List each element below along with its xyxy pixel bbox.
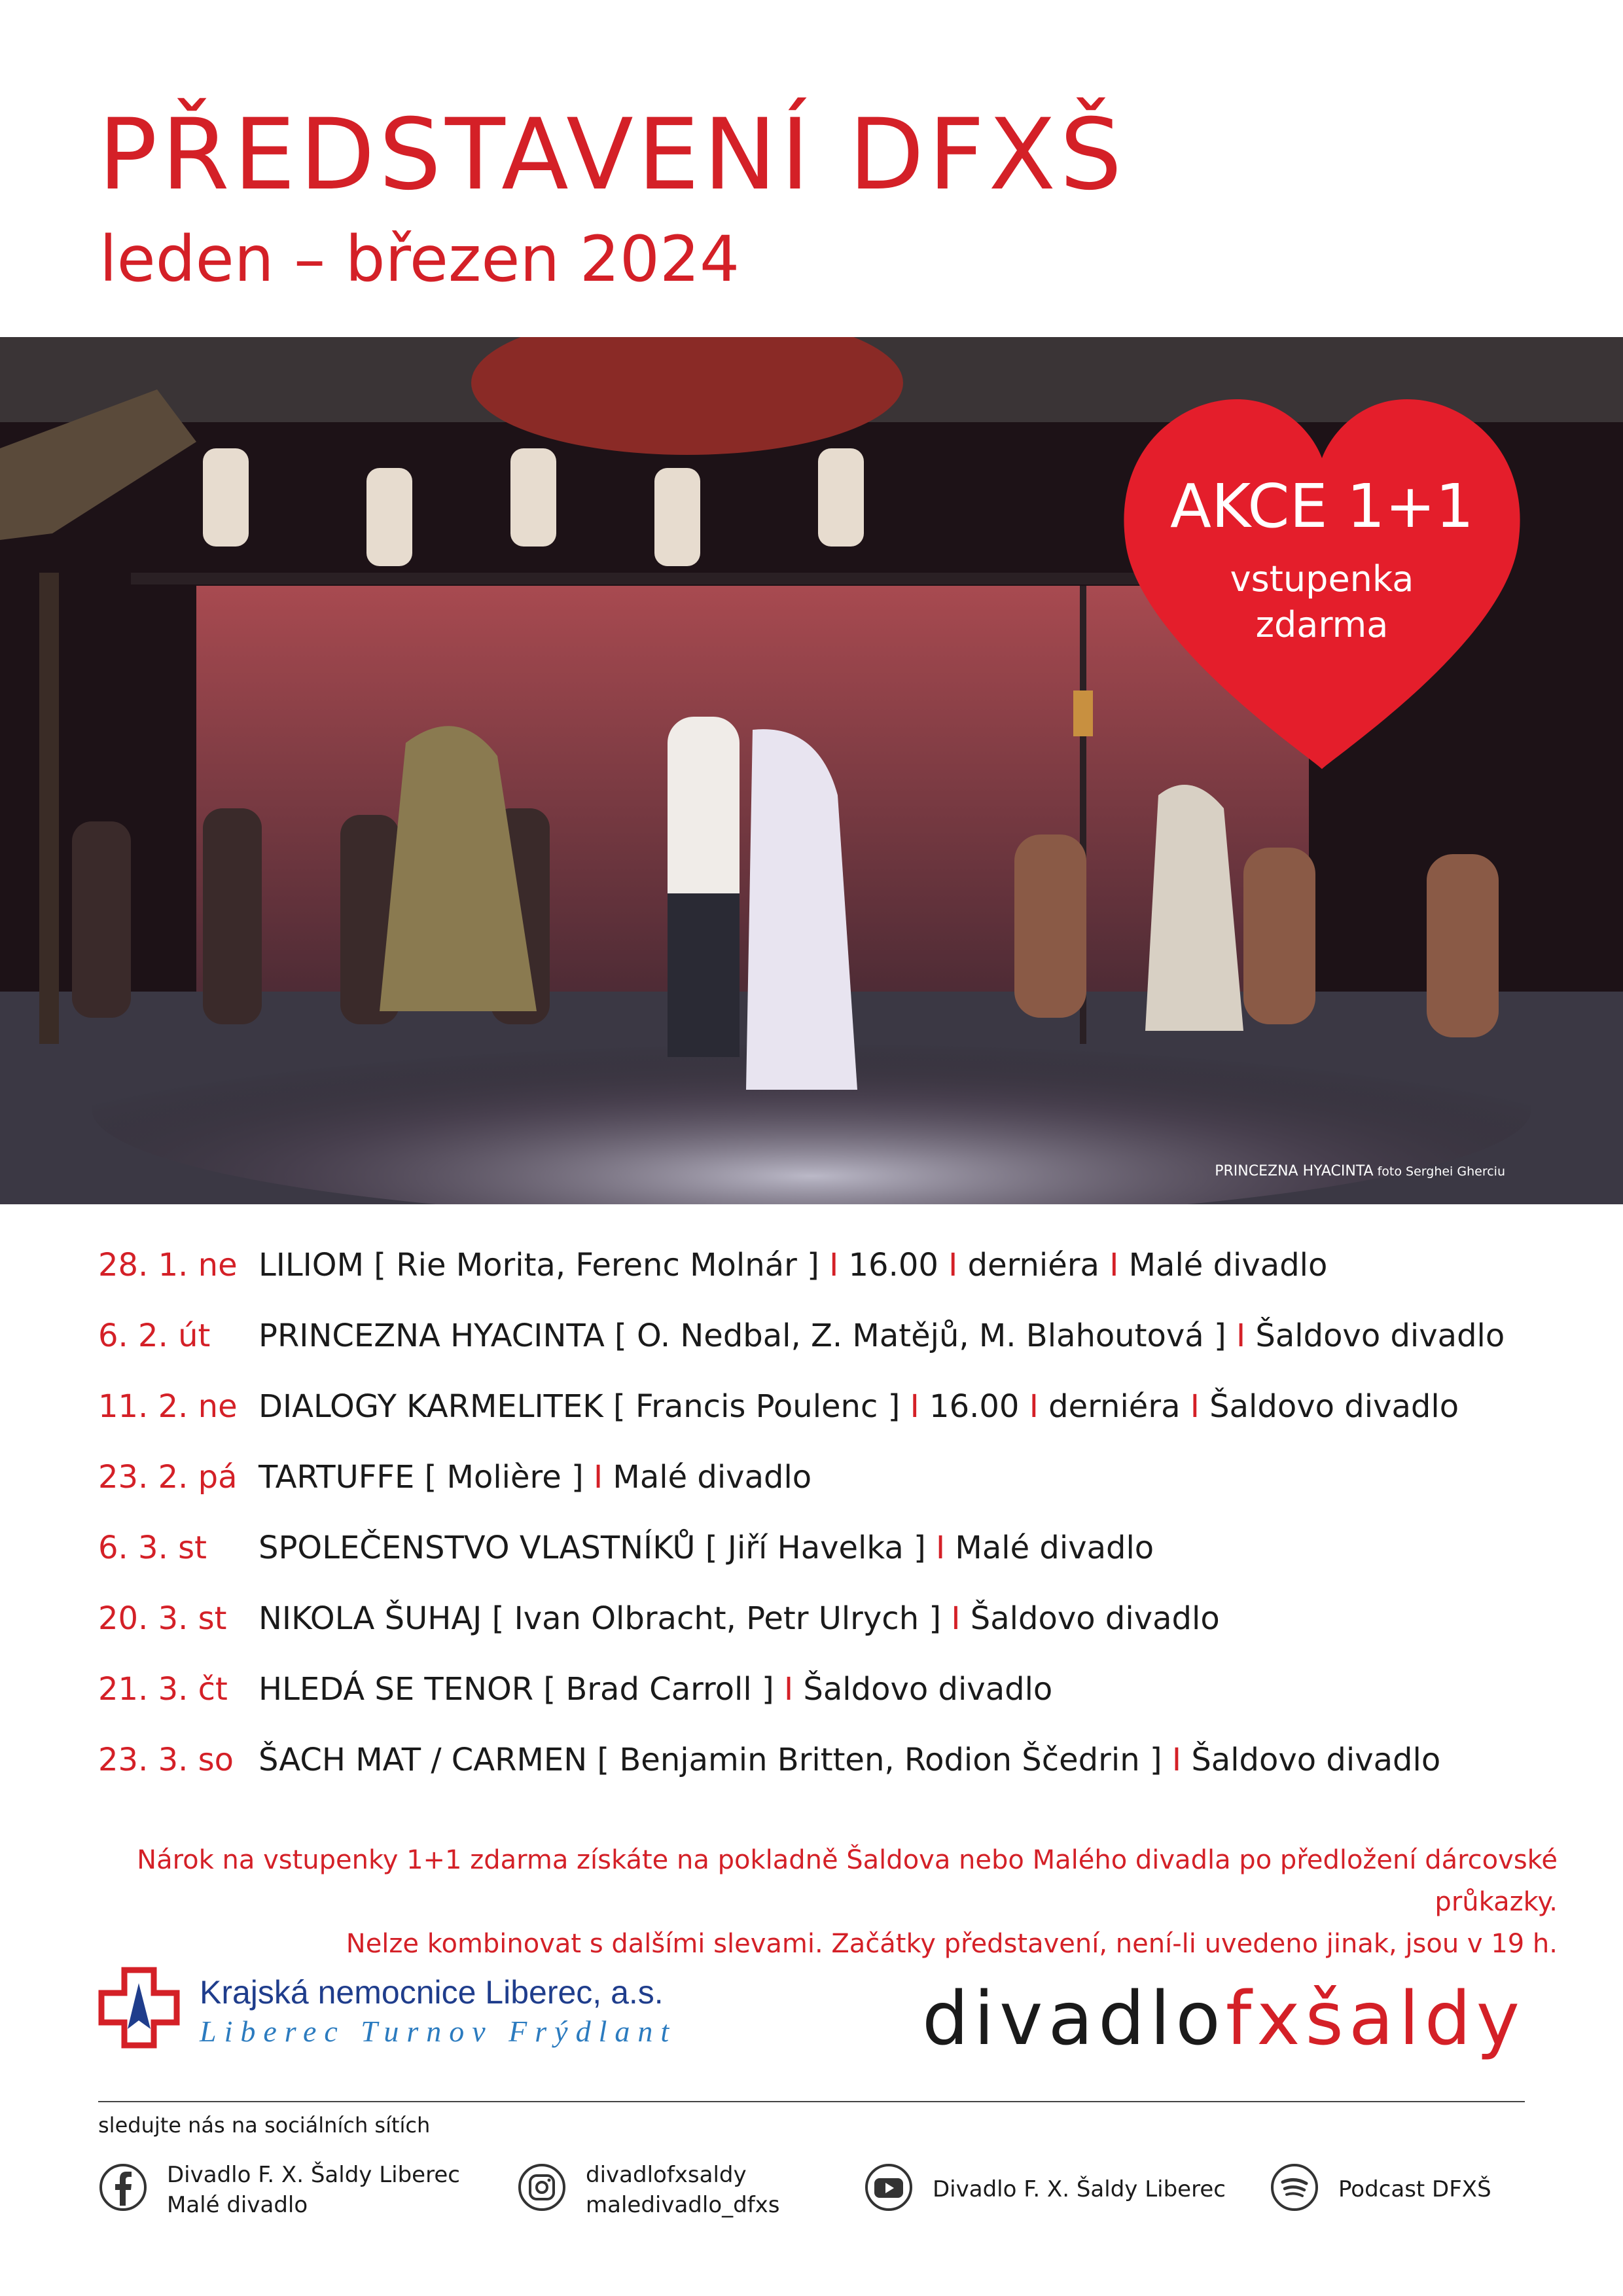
- theatre-logo: [922, 1977, 1525, 2062]
- social-podcast[interactable]: [1270, 2160, 1518, 2219]
- promo-line3: zdarma: [1255, 604, 1389, 645]
- event-description: [259, 1247, 1327, 1283]
- event-date: 23. 2. pá: [98, 1459, 238, 1496]
- event-title: NIKOLA ŠUHAJ: [259, 1600, 482, 1637]
- schedule-row: [98, 1600, 1571, 1671]
- event-description: [259, 1600, 1220, 1637]
- spotify-icon: [1270, 2162, 1319, 2212]
- hospital-cross-icon: [98, 1967, 180, 2049]
- page-subtitle: leden – březen 2024: [99, 223, 740, 296]
- schedule-row: [98, 1530, 1571, 1600]
- event-extra: derniéra: [1048, 1388, 1181, 1425]
- facebook-text: [167, 2160, 460, 2220]
- event-venue: Malé divadlo: [955, 1530, 1154, 1566]
- schedule-row: [98, 1742, 1571, 1812]
- event-authors: [ Francis Poulenc ]: [613, 1388, 901, 1425]
- page-title: PŘEDSTAVENÍ DFXŠ: [98, 98, 1126, 212]
- promo-subline: [1113, 556, 1531, 648]
- youtube-icon: [864, 2162, 914, 2212]
- separator-mark: I: [1236, 1318, 1246, 1354]
- separator-mark: I: [1171, 1742, 1182, 1778]
- photo-caption: [1215, 1163, 1505, 1179]
- event-title: HLEDÁ SE TENOR: [259, 1671, 534, 1708]
- schedule-row: [98, 1318, 1571, 1388]
- event-venue: Šaldovo divadlo: [1209, 1388, 1459, 1425]
- note-line1: Nárok na vstupenky 1+1 zdarma získáte na pokladně Šaldova nebo Malého divadla po předložení dárcovské průkazky.: [137, 1845, 1558, 1917]
- social-instagram[interactable]: [517, 2160, 831, 2219]
- logo-part-fxsaldy: fxšaldy: [1225, 1977, 1525, 2062]
- separator-mark: I: [948, 1247, 958, 1283]
- event-date: 6. 3. st: [98, 1530, 207, 1566]
- logo-part-divadlo: divadlo: [921, 1977, 1226, 2062]
- event-description: [259, 1388, 1459, 1425]
- event-title: DIALOGY KARMELITEK: [259, 1388, 603, 1425]
- facebook-line1: Divadlo F. X. Šaldy Liberec: [167, 2162, 460, 2188]
- event-venue: Šaldovo divadlo: [1255, 1318, 1505, 1354]
- podcast-text: Podcast DFXŠ: [1338, 2176, 1491, 2202]
- separator-mark: I: [1109, 1247, 1119, 1283]
- event-title: PRINCEZNA HYACINTA: [259, 1318, 605, 1354]
- promo-note: [65, 1839, 1558, 1965]
- youtube-text: Divadlo F. X. Šaldy Liberec: [933, 2176, 1226, 2202]
- promo-line2: vstupenka: [1230, 558, 1414, 600]
- facebook-icon: [98, 2162, 148, 2212]
- schedule-row: [98, 1247, 1571, 1318]
- event-title: ŠACH MAT / CARMEN: [259, 1742, 588, 1778]
- event-date: 23. 3. so: [98, 1742, 234, 1778]
- sponsor-name: Krajská nemocnice Liberec, a.s.: [200, 1974, 664, 2011]
- instagram-icon: [517, 2162, 567, 2212]
- event-venue: Malé divadlo: [1128, 1247, 1328, 1283]
- event-title: SPOLEČENSTVO VLASTNÍKŮ: [259, 1530, 696, 1566]
- schedule-row: [98, 1459, 1571, 1530]
- event-description: [259, 1742, 1440, 1778]
- event-venue: Šaldovo divadlo: [803, 1671, 1053, 1708]
- sponsor-towns: Liberec Turnov Frýdlant: [200, 2015, 677, 2048]
- event-date: 21. 3. čt: [98, 1671, 228, 1708]
- event-extra: 16.00: [848, 1247, 938, 1283]
- event-description: [259, 1671, 1052, 1708]
- facebook-line2: Malé divadlo: [167, 2192, 308, 2218]
- event-date: 11. 2. ne: [98, 1388, 238, 1425]
- event-venue: Malé divadlo: [613, 1459, 812, 1496]
- separator-mark: I: [1029, 1388, 1039, 1425]
- instagram-line1: divadlofxsaldy: [586, 2162, 747, 2188]
- separator-mark: I: [936, 1530, 946, 1566]
- event-authors: [ O. Nedbal, Z. Matějů, M. Blahoutová ]: [615, 1318, 1226, 1354]
- promo-headline: AKCE 1+1: [1170, 471, 1474, 541]
- event-title: TARTUFFE: [259, 1459, 415, 1496]
- separator-mark: I: [910, 1388, 919, 1425]
- event-extra: 16.00: [929, 1388, 1020, 1425]
- event-description: [259, 1318, 1505, 1354]
- event-extra: derniéra: [967, 1247, 1099, 1283]
- schedule-row: [98, 1671, 1571, 1742]
- sponsor-logo: [98, 1967, 677, 2049]
- event-venue: Šaldovo divadlo: [1191, 1742, 1441, 1778]
- caption-title: PRINCEZNA HYACINTA: [1215, 1163, 1374, 1179]
- note-line2: Nelze kombinovat s dalšími slevami. Začátky představení, není-li uvedeno jinak, jsou v 19 h.: [346, 1929, 1558, 1959]
- separator-mark: I: [829, 1247, 839, 1283]
- caption-credit: foto Serghei Gherciu: [1377, 1164, 1505, 1179]
- event-authors: [ Benjamin Britten, Rodion Ščedrin ]: [597, 1742, 1162, 1778]
- event-description: [259, 1459, 812, 1496]
- social-heading: sledujte nás na sociálních sítích: [98, 2113, 431, 2138]
- event-authors: [ Jiří Havelka ]: [705, 1530, 926, 1566]
- separator-mark: I: [951, 1600, 961, 1637]
- schedule-row: [98, 1388, 1571, 1459]
- instagram-line2: maledivadlo_dfxs: [586, 2192, 780, 2218]
- event-authors: [ Molière ]: [424, 1459, 584, 1496]
- separator-mark: I: [783, 1671, 794, 1708]
- social-youtube[interactable]: [864, 2160, 1230, 2219]
- event-date: 28. 1. ne: [98, 1247, 238, 1283]
- event-authors: [ Rie Morita, Ferenc Molnár ]: [374, 1247, 819, 1283]
- event-date: 20. 3. st: [98, 1600, 227, 1637]
- divider: [98, 2101, 1525, 2102]
- schedule-list: [98, 1247, 1571, 1812]
- social-facebook[interactable]: [98, 2160, 465, 2219]
- separator-mark: I: [1190, 1388, 1200, 1425]
- instagram-text: [586, 2160, 780, 2220]
- separator-mark: I: [594, 1459, 603, 1496]
- event-authors: [ Brad Carroll ]: [543, 1671, 774, 1708]
- event-description: [259, 1530, 1154, 1566]
- event-title: LILIOM: [259, 1247, 364, 1283]
- event-venue: Šaldovo divadlo: [970, 1600, 1220, 1637]
- event-authors: [ Ivan Olbracht, Petr Ulrych ]: [491, 1600, 942, 1637]
- event-date: 6. 2. út: [98, 1318, 211, 1354]
